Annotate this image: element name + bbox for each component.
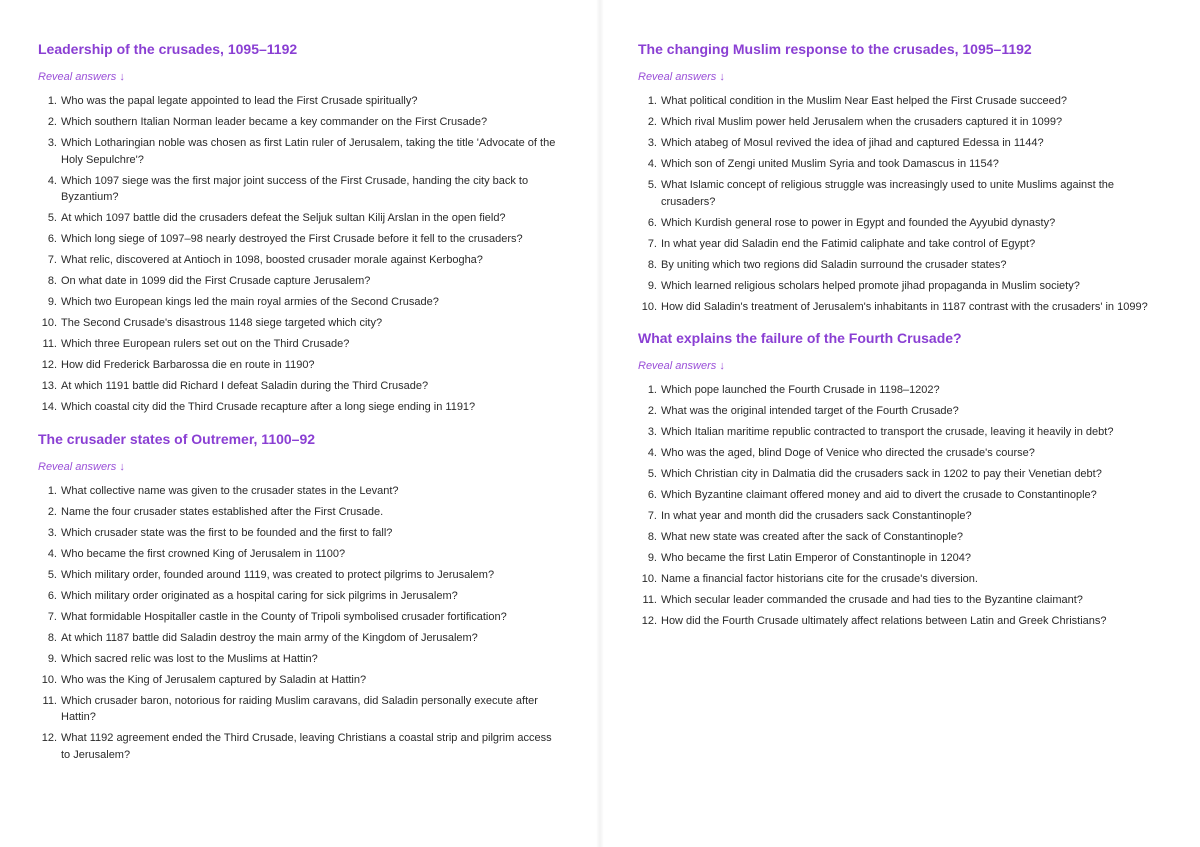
question-item <box>638 550 1170 567</box>
question-text: Name a financial factor historians cite for the crusade's diversion. <box>661 573 978 585</box>
question-number: 3. <box>47 137 57 149</box>
question-item <box>638 487 1170 504</box>
question-number: 1. <box>47 484 57 497</box>
question-text: Which crusader state was the first to be founded and the first to fall? <box>61 526 393 539</box>
question-text: Which Kurdish general rose to power in Egypt and founded the Ayyubid dynasty? <box>661 216 1056 229</box>
question-number: 1. <box>647 384 657 396</box>
question-item <box>38 231 560 248</box>
question-text: Which rival Muslim power held Jerusalem when the crusaders captured it in 1099? <box>661 116 1063 128</box>
question-text: Which Christian city in Dalmatia did the crusaders sack in 1202 to pay their Venetian debt? <box>661 468 1102 480</box>
question-number: 4. <box>47 174 57 187</box>
question-number: 6. <box>47 233 57 245</box>
question-text: Which 1097 siege was the first major joint success of the First Crusade, handing the city back to Byzantium? <box>61 174 529 203</box>
question-number: 4. <box>647 447 657 459</box>
question-item <box>638 529 1170 546</box>
question-text: Which crusader baron, notorious for raiding Muslim caravans, did Saladin personally execute after Hattin? <box>61 694 538 723</box>
question-number: 2. <box>47 116 57 128</box>
question-text: How did Frederick Barbarossa die en route in 1190? <box>61 359 315 371</box>
question-text: Who became the first crowned King of Jerusalem in 1100? <box>61 547 346 560</box>
question-text: Which secular leader commanded the crusade and had ties to the Byzantine claimant? <box>661 594 1083 606</box>
question-text: Which three European rulers set out on the Third Crusade? <box>61 338 350 350</box>
question-item <box>38 336 560 353</box>
question-number: 5. <box>47 212 57 224</box>
question-text: What Islamic concept of religious struggle was increasingly used to unite Muslims against the crusaders? <box>661 179 1115 208</box>
question-item <box>638 613 1170 630</box>
question-text: How did Saladin's treatment of Jerusalem's inhabitants in 1187 contrast with the crusaders' in 1099? <box>661 300 1148 313</box>
question-item <box>638 135 1170 152</box>
section-title: What explains the failure of the Fourth Crusade? <box>638 330 962 346</box>
question-text: On what date in 1099 did the First Crusade capture Jerusalem? <box>61 275 371 287</box>
question-text: Which learned religious scholars helped promote jihad propaganda in Muslim society? <box>661 279 1080 292</box>
question-number: 11. <box>42 338 57 350</box>
section-fourth-crusade <box>638 329 1170 630</box>
question-number: 8. <box>647 531 657 543</box>
section-muslim-response <box>638 40 1170 315</box>
reveal-answers-link[interactable]: Reveal answers ↓ <box>638 71 725 83</box>
question-number: 6. <box>47 589 57 602</box>
question-item <box>38 504 560 521</box>
question-text: What political condition in the Muslim Near East helped the First Crusade succeed? <box>661 95 1067 107</box>
question-text: Which Lotharingian noble was chosen as first Latin ruler of Jerusalem, taking the title 'Advocate of the Holy Sepulchre'? <box>61 137 556 166</box>
question-number: 12. <box>41 359 57 371</box>
question-item <box>38 567 560 584</box>
question-number: 4. <box>647 158 657 170</box>
question-number: 1. <box>647 95 657 107</box>
question-item <box>38 294 560 311</box>
question-item <box>638 299 1170 316</box>
section-crusader-states <box>38 430 560 764</box>
question-item <box>638 215 1170 232</box>
question-item <box>38 525 560 542</box>
question-item <box>638 445 1170 462</box>
question-text: At which 1191 battle did Richard I defeat Saladin during the Third Crusade? <box>61 380 429 392</box>
question-item <box>38 672 560 689</box>
question-text: Which coastal city did the Third Crusade recapture after a long siege ending in 1191? <box>61 401 476 413</box>
question-item <box>638 93 1170 110</box>
question-number: 11. <box>42 694 57 707</box>
question-item <box>638 156 1170 173</box>
question-text: At which 1187 battle did Saladin destroy the main army of the Kingdom of Jerusalem? <box>61 631 478 644</box>
question-number: 1. <box>47 95 57 107</box>
question-text: Which long siege of 1097–98 nearly destroyed the First Crusade before it fell to the crusaders? <box>61 233 523 245</box>
question-item <box>38 135 560 168</box>
question-text: At which 1097 battle did the crusaders defeat the Seljuk sultan Kilij Arslan in the open field? <box>61 212 506 224</box>
question-number: 8. <box>47 631 57 644</box>
question-number: 6. <box>647 489 657 501</box>
question-number: 9. <box>647 552 657 564</box>
question-number: 10. <box>41 673 57 686</box>
question-text: Which southern Italian Norman leader became a key commander on the First Crusade? <box>61 116 488 128</box>
question-number: 7. <box>647 237 657 250</box>
question-item <box>38 693 560 726</box>
question-text: Who became the first Latin Emperor of Constantinople in 1204? <box>661 552 972 564</box>
question-number: 5. <box>647 179 657 191</box>
question-text: Name the four crusader states established after the First Crusade. <box>61 505 384 518</box>
question-text: Which two European kings led the main royal armies of the Second Crusade? <box>61 296 439 308</box>
question-number: 8. <box>647 258 657 271</box>
question-number: 3. <box>647 426 657 438</box>
section-title: The changing Muslim response to the crusades, 1095–1192 <box>638 41 1032 57</box>
question-item <box>638 424 1170 441</box>
question-text: What collective name was given to the crusader states in the Levant? <box>61 484 399 497</box>
question-text: What relic, discovered at Antioch in 1098, boosted crusader morale against Kerbogha? <box>61 254 483 266</box>
question-number: 7. <box>647 510 657 522</box>
question-text: Who was the aged, blind Doge of Venice who directed the crusade's course? <box>661 447 1035 459</box>
question-number: 14. <box>41 401 57 413</box>
question-number: 10. <box>641 573 657 585</box>
reveal-answers-link[interactable]: Reveal answers ↓ <box>38 460 125 473</box>
question-number: 2. <box>47 505 57 518</box>
question-item <box>638 508 1170 525</box>
section-title: Leadership of the crusades, 1095–1192 <box>38 41 298 57</box>
question-text: What 1192 agreement ended the Third Crusade, leaving Christians a coastal strip and pilgrim access to Jerusalem? <box>61 732 552 761</box>
question-item <box>38 357 560 374</box>
question-item <box>38 273 560 290</box>
reveal-answers-link[interactable]: Reveal answers ↓ <box>638 360 725 372</box>
question-text: Who was the King of Jerusalem captured by Saladin at Hattin? <box>61 673 367 686</box>
question-item <box>638 466 1170 483</box>
question-text: Which atabeg of Mosul revived the idea of jihad and captured Edessa in 1144? <box>661 137 1044 149</box>
question-number: 7. <box>47 610 57 623</box>
question-text: In what year did Saladin end the Fatimid caliphate and take control of Egypt? <box>661 237 1036 250</box>
question-number: 13. <box>41 380 57 392</box>
question-item <box>38 630 560 647</box>
question-number: 3. <box>47 526 57 539</box>
question-number: 9. <box>647 279 657 292</box>
question-item <box>638 236 1170 253</box>
question-number: 7. <box>47 254 57 266</box>
question-text: Which pope launched the Fourth Crusade in 1198–1202? <box>661 384 940 396</box>
question-number: 9. <box>47 296 57 308</box>
question-text: What was the original intended target of the Fourth Crusade? <box>661 405 959 417</box>
question-number: 5. <box>47 568 57 581</box>
question-item <box>38 315 560 332</box>
question-text: The Second Crusade's disastrous 1148 siege targeted which city? <box>61 317 383 329</box>
question-item <box>38 210 560 227</box>
question-item <box>38 252 560 269</box>
question-list <box>38 483 560 764</box>
question-item <box>38 93 560 110</box>
question-number: 2. <box>647 405 657 417</box>
question-text: Which Byzantine claimant offered money and aid to divert the crusade to Constantinople? <box>661 489 1097 501</box>
question-text: What formidable Hospitaller castle in the County of Tripoli symbolised crusader fortification? <box>61 610 507 623</box>
question-text: Which son of Zengi united Muslim Syria and took Damascus in 1154? <box>661 158 999 170</box>
question-number: 9. <box>47 652 57 665</box>
question-text: In what year and month did the crusaders sack Constantinople? <box>661 510 972 522</box>
question-text: Which sacred relic was lost to the Muslims at Hattin? <box>61 652 318 665</box>
question-text: Who was the papal legate appointed to lead the First Crusade spiritually? <box>61 95 418 107</box>
question-item <box>638 114 1170 131</box>
question-list <box>638 93 1170 315</box>
question-text: Which military order originated as a hospital caring for sick pilgrims in Jerusalem? <box>61 589 458 602</box>
question-number: 10. <box>41 317 57 329</box>
question-text: How did the Fourth Crusade ultimately affect relations between Latin and Greek Christians? <box>661 615 1107 627</box>
question-item <box>638 278 1170 295</box>
question-item <box>638 403 1170 420</box>
reveal-answers-link[interactable]: Reveal answers ↓ <box>38 71 125 83</box>
question-number: 4. <box>47 547 57 560</box>
section-leadership <box>38 40 560 416</box>
question-item <box>38 114 560 131</box>
question-number: 6. <box>647 216 657 229</box>
question-item <box>638 592 1170 609</box>
question-item <box>38 173 560 206</box>
question-number: 10. <box>641 300 657 313</box>
question-number: 2. <box>647 116 657 128</box>
question-item <box>638 257 1170 274</box>
question-item <box>38 483 560 500</box>
question-item <box>38 651 560 668</box>
question-item <box>38 730 560 763</box>
question-number: 12. <box>641 615 657 627</box>
question-item <box>638 571 1170 588</box>
question-number: 8. <box>47 275 57 287</box>
question-text: Which military order, founded around 1119, was created to protect pilgrims to Jerusalem? <box>61 568 495 581</box>
question-list <box>638 382 1170 630</box>
question-item <box>38 399 560 416</box>
question-item <box>38 588 560 605</box>
question-list <box>38 93 560 416</box>
question-item <box>38 378 560 395</box>
question-text: What new state was created after the sack of Constantinople? <box>661 531 964 543</box>
question-text: Which Italian maritime republic contracted to transport the crusade, leaving it heavily in debt? <box>661 426 1114 438</box>
question-text: By uniting which two regions did Saladin surround the crusader states? <box>661 258 1007 271</box>
question-number: 3. <box>647 137 657 149</box>
question-number: 12. <box>41 732 57 744</box>
question-item <box>38 546 560 563</box>
right-page <box>600 0 1200 847</box>
question-item <box>638 177 1170 210</box>
question-number: 5. <box>647 468 657 480</box>
section-title: The crusader states of Outremer, 1100–92 <box>38 430 316 447</box>
question-item <box>38 609 560 626</box>
question-number: 11. <box>642 594 657 606</box>
question-item <box>638 382 1170 399</box>
